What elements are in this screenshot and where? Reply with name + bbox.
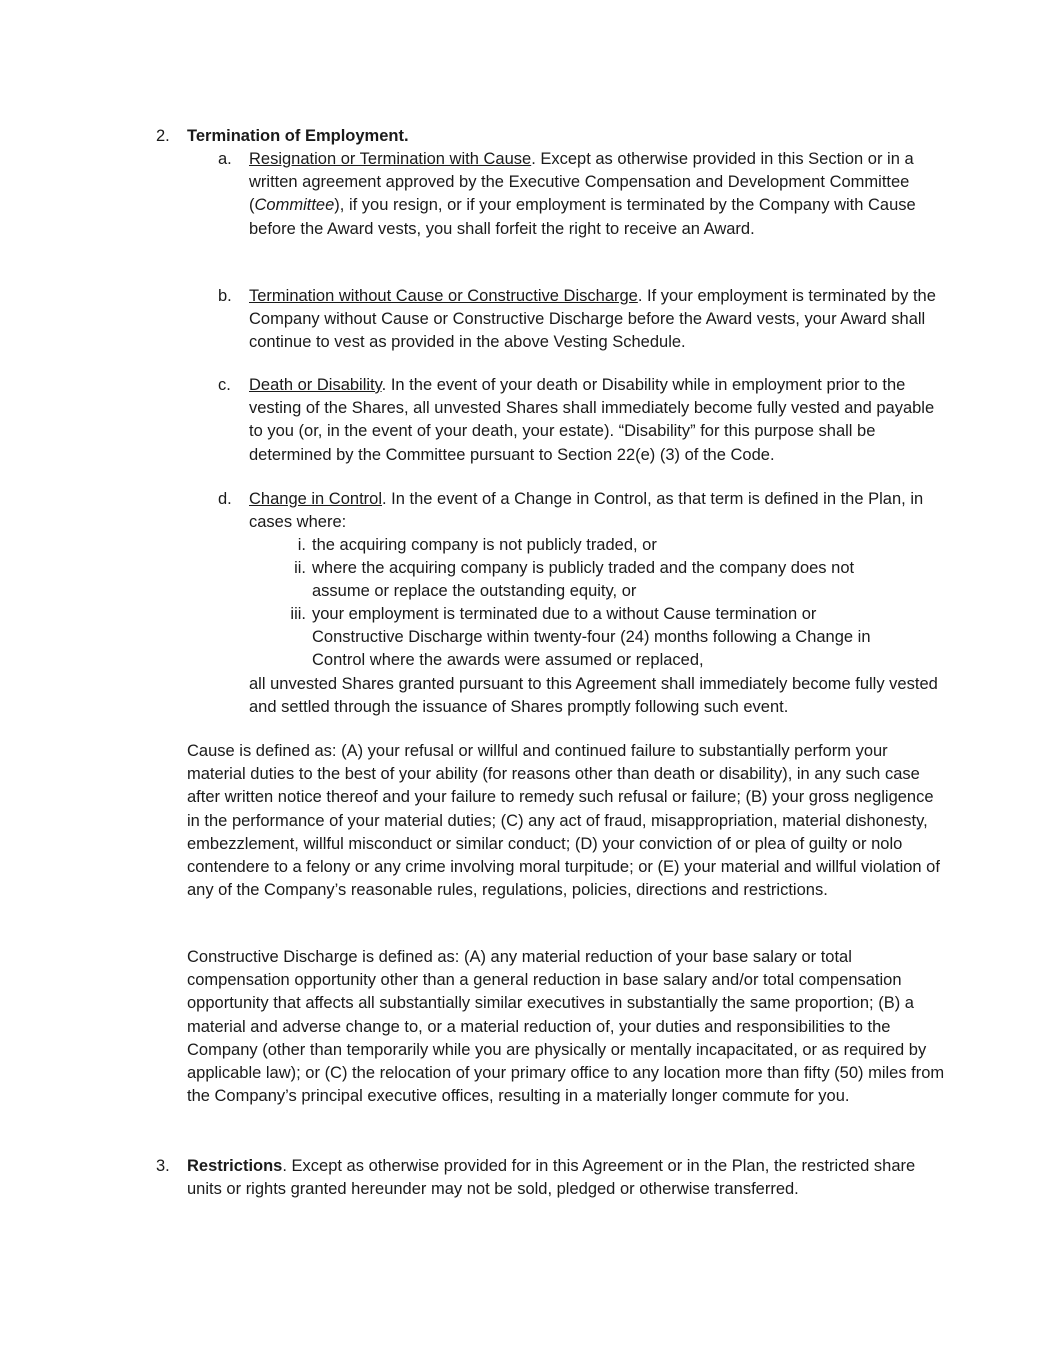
clause-2d-text: . In the event of a Change in Control, as that term is defined in the Plan, in cases where: — [249, 490, 924, 532]
clause-2c-label: c. — [218, 376, 231, 394]
item-i-number: i. — [297, 536, 306, 554]
clause-2d-item-iii — [270, 603, 930, 673]
clause-2d-closing: all unvested Shares granted pursuant to this Agreement shall immediately become fully vested and settled through the issuance of Shares promptly following such event. — [249, 675, 938, 717]
clause-2b-label: b. — [218, 287, 232, 305]
section-3-title: Restrictions — [187, 1157, 283, 1175]
clause-2a-text-1: . Except as otherwise provided in this Section or in a written agreement approved by the Executive Compensation and Development Committee ( — [249, 150, 914, 215]
item-ii-number: ii. — [294, 559, 306, 577]
clause-2c-heading: Death or Disability — [249, 376, 382, 394]
committee-term: Committee — [254, 196, 335, 215]
section-3-number: 3. — [156, 1157, 170, 1175]
clause-2b — [218, 285, 938, 355]
clause-2a-heading: Resignation or Termination with Cause — [249, 150, 532, 168]
clause-2b-heading: Termination without Cause or Constructive Discharge — [249, 287, 638, 305]
clause-2b-text: . If your employment is terminated by the Company without Cause or Constructive Discharge before the Award vests, your Award shall continue to vest as provided in the above Vesting Schedule. — [249, 287, 936, 352]
section-2-number: 2. — [156, 127, 170, 145]
clause-2c — [218, 374, 938, 467]
clause-2d-heading: Change in Control — [249, 490, 382, 508]
item-iii-text: your employment is terminated due to a without Cause termination or Constructive Discharge within twenty-four (24) months following a Change in Control where the awards were assumed or replaced, — [312, 605, 871, 670]
constructive-discharge-definition: Constructive Discharge is defined as: (A) any material reduction of your base salary or total compensation opportunity other than a general reduction in base salary and/or total compensation opportunity that affects all substantially similar executives in substantially the same proportion; (B) a material and adverse change to, or a material reduction of, your duties and responsibilities to the Company (other than temporarily while you are physically or mentally incapacitated, or as required by applicable law); or (C) the relocation of your primary office to any location more than fifty (50) miles from the Company’s principal executive offices, resulting in a materially longer commute for you. — [187, 948, 945, 1106]
clause-2d-label: d. — [218, 490, 232, 508]
section-2-title: Termination of Employment. — [187, 127, 409, 145]
clause-2a-label: a. — [218, 150, 232, 168]
section-3-body — [187, 1155, 947, 1201]
item-iii-number: iii. — [290, 605, 306, 623]
clause-2d-item-i — [270, 534, 930, 557]
clause-2a — [218, 148, 938, 241]
section-3-text: . Except as otherwise provided for in this Agreement or in the Plan, the restricted share units or rights granted hereunder may not be sold, pledged or otherwise transferred. — [187, 1157, 916, 1199]
clause-2d-item-ii — [270, 557, 930, 603]
clause-2a-text-2: ), if you resign, or if your employment is terminated by the Company with Cause before the Award vests, you shall forfeit the right to receive an Award. — [249, 196, 916, 238]
cause-definition: Cause is defined as: (A) your refusal or willful and continued failure to substantially perform your material duties to the best of your ability (for reasons other than death or disability), in any such case after written notice thereof and your failure to remedy such refusal or failure; (B) your gross negligence in the performance of your material duties; (C) any act of fraud, misappropriation, material dishonesty, embezzlement, willful misconduct or similar conduct; (D) your conviction of or plea of guilty or nolo contendere to a felony or any crime involving moral turpitude; or (E) your material and willful violation of any of the Company’s reasonable rules, regulations, policies, directions and restrictions. — [187, 742, 940, 900]
clause-2c-text: . In the event of your death or Disability while in employment prior to the vesting of the Shares, all unvested Shares shall immediately become fully vested and payable to you (or, in the event of your death, your estate). “Disability” for this purpose shall be determined by the Committee pursuant to Section 22(e) (3) of the Code. — [249, 376, 935, 464]
item-i-text: the acquiring company is not publicly traded, or — [312, 536, 657, 554]
clause-2d — [218, 488, 938, 534]
item-ii-text: where the acquiring company is publicly traded and the company does not assume or replace the outstanding equity, or — [312, 559, 855, 601]
